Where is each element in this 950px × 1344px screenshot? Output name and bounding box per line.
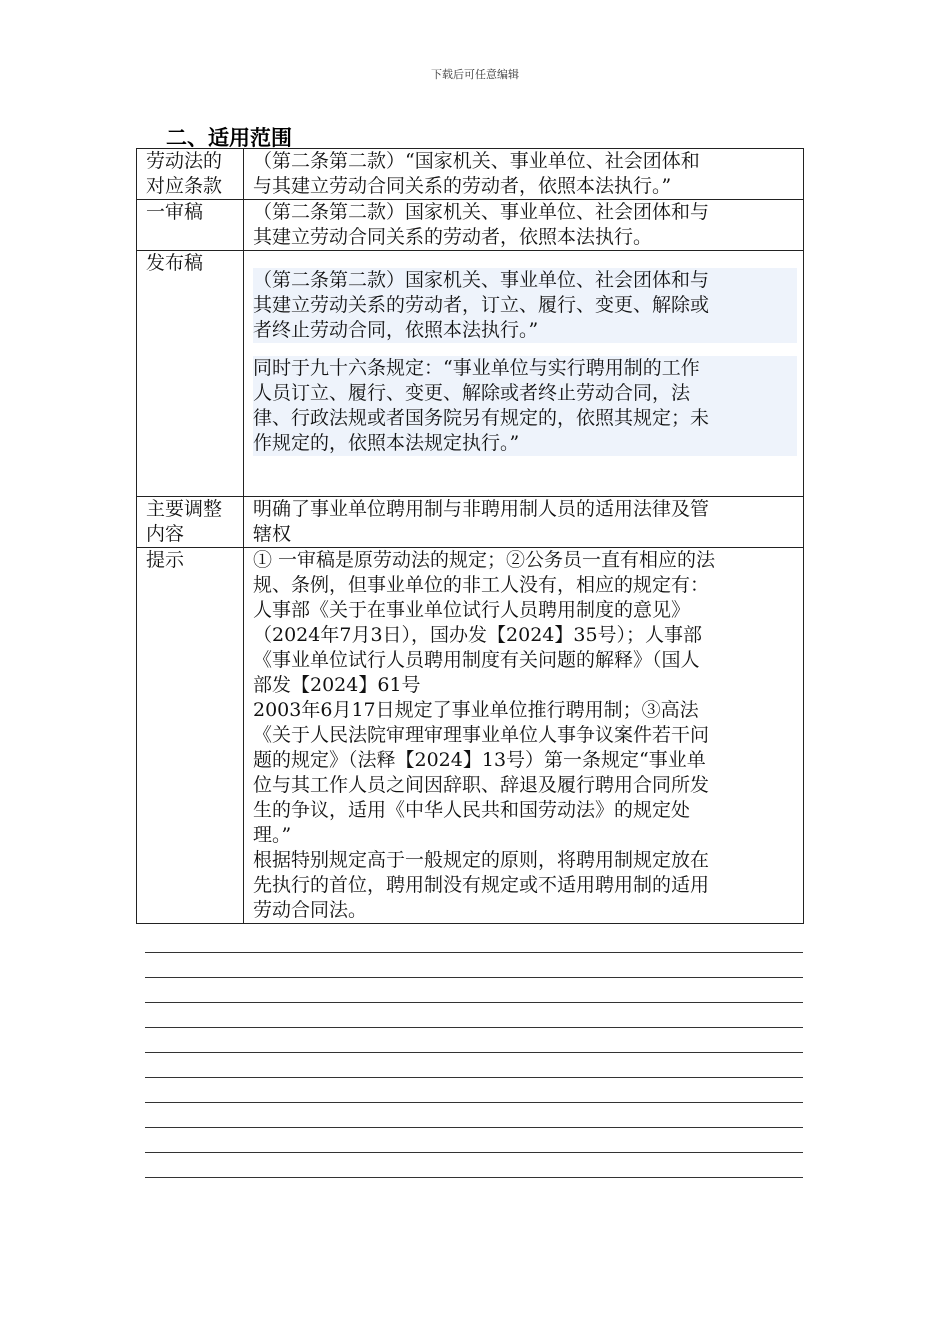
ruled-line (145, 1127, 803, 1128)
table-row (137, 497, 804, 548)
ruled-line (145, 1077, 803, 1078)
ruled-lines (145, 952, 803, 1202)
publish-paragraph: （第二条第二款）国家机关、事业单位、社会团体和与 其建立劳动关系的劳动者，订立、履行、变更、解除或 者终止劳动合同，依照本法执行。” (253, 268, 797, 343)
ruled-line (145, 1027, 803, 1028)
ruled-line (145, 952, 803, 953)
row-content: ① 一审稿是原劳动法的规定；②公务员一直有相应的法 规、条例，但事业单位的非工人没有，相应的规定有： 人事部《关于在事业单位试行人员聘用制度的意见》 （2024年7月3日），国办发【2024】35号）；人事部 《事业单位试行人员聘用制度有关问题的解释》（国人 部发【2024】61号 2003年6月17日规定了事业单位推行聘用制；③高法 《关于人民法院审理审理事业单位人事争议案件若干问 题的规定》（法释【2024】13号）第一条规定“事业单 位与其工作人员之间因辞职、辞退及履行聘用合同所发 生的争议，适用《中华人民共和国劳动法》的规定处 理。” 根据特别规定高于一般规定的原则，将聘用制规定放在 先执行的首位，聘用制没有规定或不适用聘用制的适用 劳动合同法。 (244, 548, 804, 924)
row-label: 发布稿 (137, 251, 244, 497)
ruled-line (145, 977, 803, 978)
ruled-line (145, 1152, 803, 1153)
row-label: 提示 (137, 548, 244, 924)
ruled-line (145, 1052, 803, 1053)
publish-content (253, 251, 797, 496)
ruled-line (145, 1177, 803, 1178)
ruled-line (145, 1002, 803, 1003)
comparison-table (136, 148, 804, 924)
row-content: 明确了事业单位聘用制与非聘用制人员的适用法律及管 辖权 (244, 497, 804, 548)
row-content: （第二条第二款）“国家机关、事业单位、社会团体和 与其建立劳动合同关系的劳动者，依照本法执行。” (244, 149, 804, 200)
ruled-line (145, 1102, 803, 1103)
row-content: （第二条第二款）国家机关、事业单位、社会团体和与 其建立劳动合同关系的劳动者，依照本法执行。 (244, 200, 804, 251)
row-label: 主要调整 内容 (137, 497, 244, 548)
table-row (137, 200, 804, 251)
table-row (137, 149, 804, 200)
row-label: 一审稿 (137, 200, 244, 251)
row-content (244, 251, 804, 497)
section-title: 二、适用范围 (166, 126, 292, 150)
table-row (137, 548, 804, 924)
table-row (137, 251, 804, 497)
publish-paragraph: 同时于九十六条规定：“事业单位与实行聘用制的工作 人员订立、履行、变更、解除或者终止劳动合同，法 律、行政法规或者国务院另有规定的，依照其规定；未 作规定的，依照本法规定执行。” (253, 356, 797, 456)
row-label: 劳动法的 对应条款 (137, 149, 244, 200)
header-note: 下载后可任意编辑 (431, 68, 519, 81)
